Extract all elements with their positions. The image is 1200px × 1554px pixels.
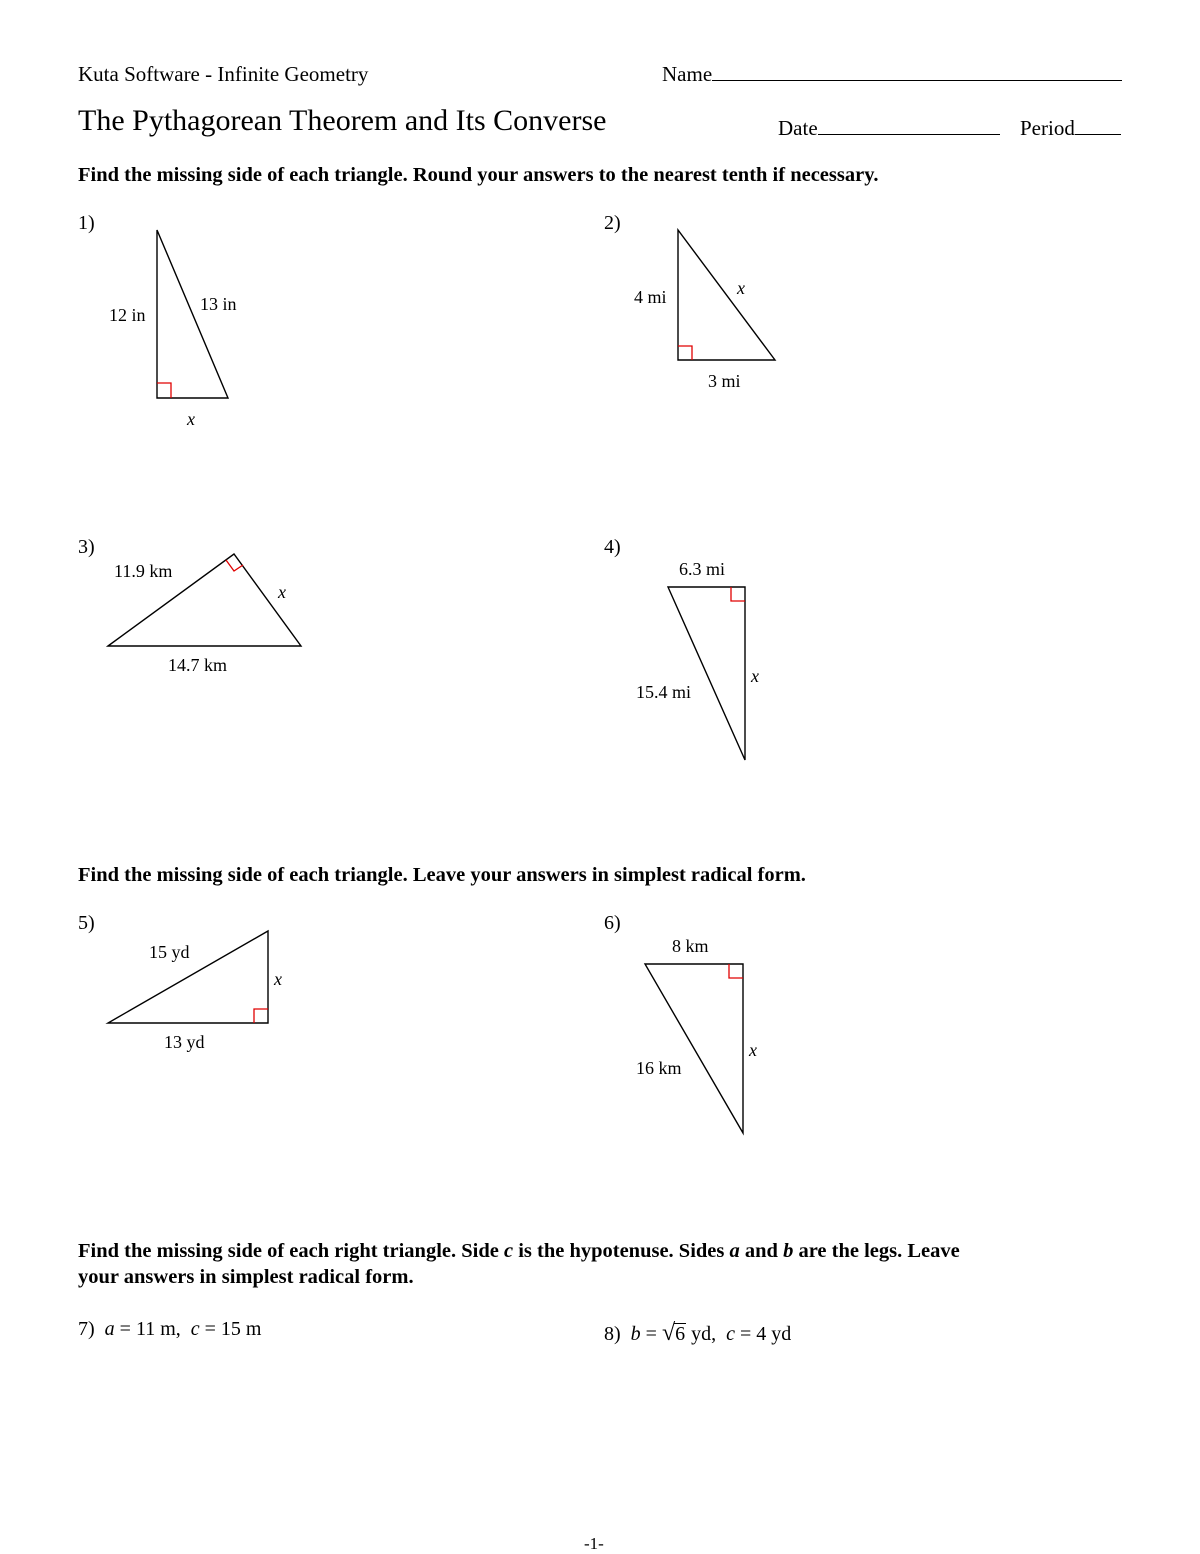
right-angle-marker-3 [226,560,243,571]
problem-8 [604,1320,791,1347]
side-label: 13 yd [164,1032,205,1052]
side-label: 4 mi [634,287,667,307]
equation-variable: c [726,1323,736,1345]
equation-variable: b [630,1323,641,1345]
instructions-variable: b [783,1240,794,1262]
date-label: Date [778,116,818,140]
side-label: 15.4 mi [636,682,692,702]
right-angle-marker-4 [731,587,745,601]
instructions-text: and [739,1240,784,1262]
equation-text: = 11 m, [114,1318,191,1340]
problem-number: 1) [78,212,95,234]
side-label: 6.3 mi [679,559,726,579]
side-label: 13 in [200,294,237,314]
side-label: 8 km [672,936,709,956]
equation-text: = [640,1323,662,1345]
radicand: 6 [675,1323,686,1345]
section-3-instructions [78,1240,960,1263]
equation-variable: a [104,1318,115,1340]
software-label: Kuta Software - Infinite Geometry [78,62,369,86]
equation-text: = 15 m [199,1318,262,1340]
problem-number: 4) [604,536,621,558]
instructions-text: is the hypotenuse. Sides [513,1240,730,1262]
problem-number: 5) [78,912,95,934]
radical-sign-icon: √ [661,1320,676,1346]
instructions-text: Find the missing side of each right triangle. Side [78,1240,504,1262]
right-angle-marker-6 [729,964,743,978]
unknown-side-label: x [278,582,286,602]
triangle-4 [668,587,745,760]
side-label: 15 yd [149,942,190,962]
problem-7 [78,1318,262,1341]
side-label: 16 km [636,1058,682,1078]
triangle-6 [645,964,743,1133]
equation-variable: c [190,1318,200,1340]
instructions-variable: c [503,1240,514,1262]
page-title: The Pythagorean Theorem and Its Converse [78,104,607,137]
triangle-2 [678,230,775,360]
problem-number: 7) [78,1318,95,1340]
instructions-variable: a [729,1240,740,1262]
problem-number: 8) [604,1323,621,1345]
section-3-instructions-line2: your answers in simplest radical form. [78,1266,414,1288]
period-label: Period [1020,116,1075,140]
unknown-side-label: x [751,666,759,686]
problem-number: 6) [604,912,621,934]
unknown-side-label: x [187,409,195,429]
instructions-text: are the legs. Leave [793,1240,960,1262]
right-angle-marker-2 [678,346,692,360]
name-label: Name [662,62,713,86]
problem-number: 2) [604,212,621,234]
equation-text: yd, [686,1323,727,1345]
side-label: 14.7 km [168,655,228,675]
unknown-side-label: x [274,969,282,989]
side-label: 12 in [109,305,146,325]
right-angle-marker-5 [254,1009,268,1023]
equation-text: = 4 yd [735,1323,792,1345]
unknown-side-label: x [749,1040,757,1060]
unknown-side-label: x [737,278,745,298]
side-label: 11.9 km [114,561,173,581]
problem-number: 3) [78,536,95,558]
section-1-instructions: Find the missing side of each triangle. Round your answers to the nearest tenth if necessary. [78,164,879,186]
right-angle-marker-1 [157,383,171,398]
section-2-instructions: Find the missing side of each triangle. Leave your answers in simplest radical form. [78,864,806,886]
side-label: 3 mi [708,371,741,391]
page-number: -1- [584,1534,604,1553]
